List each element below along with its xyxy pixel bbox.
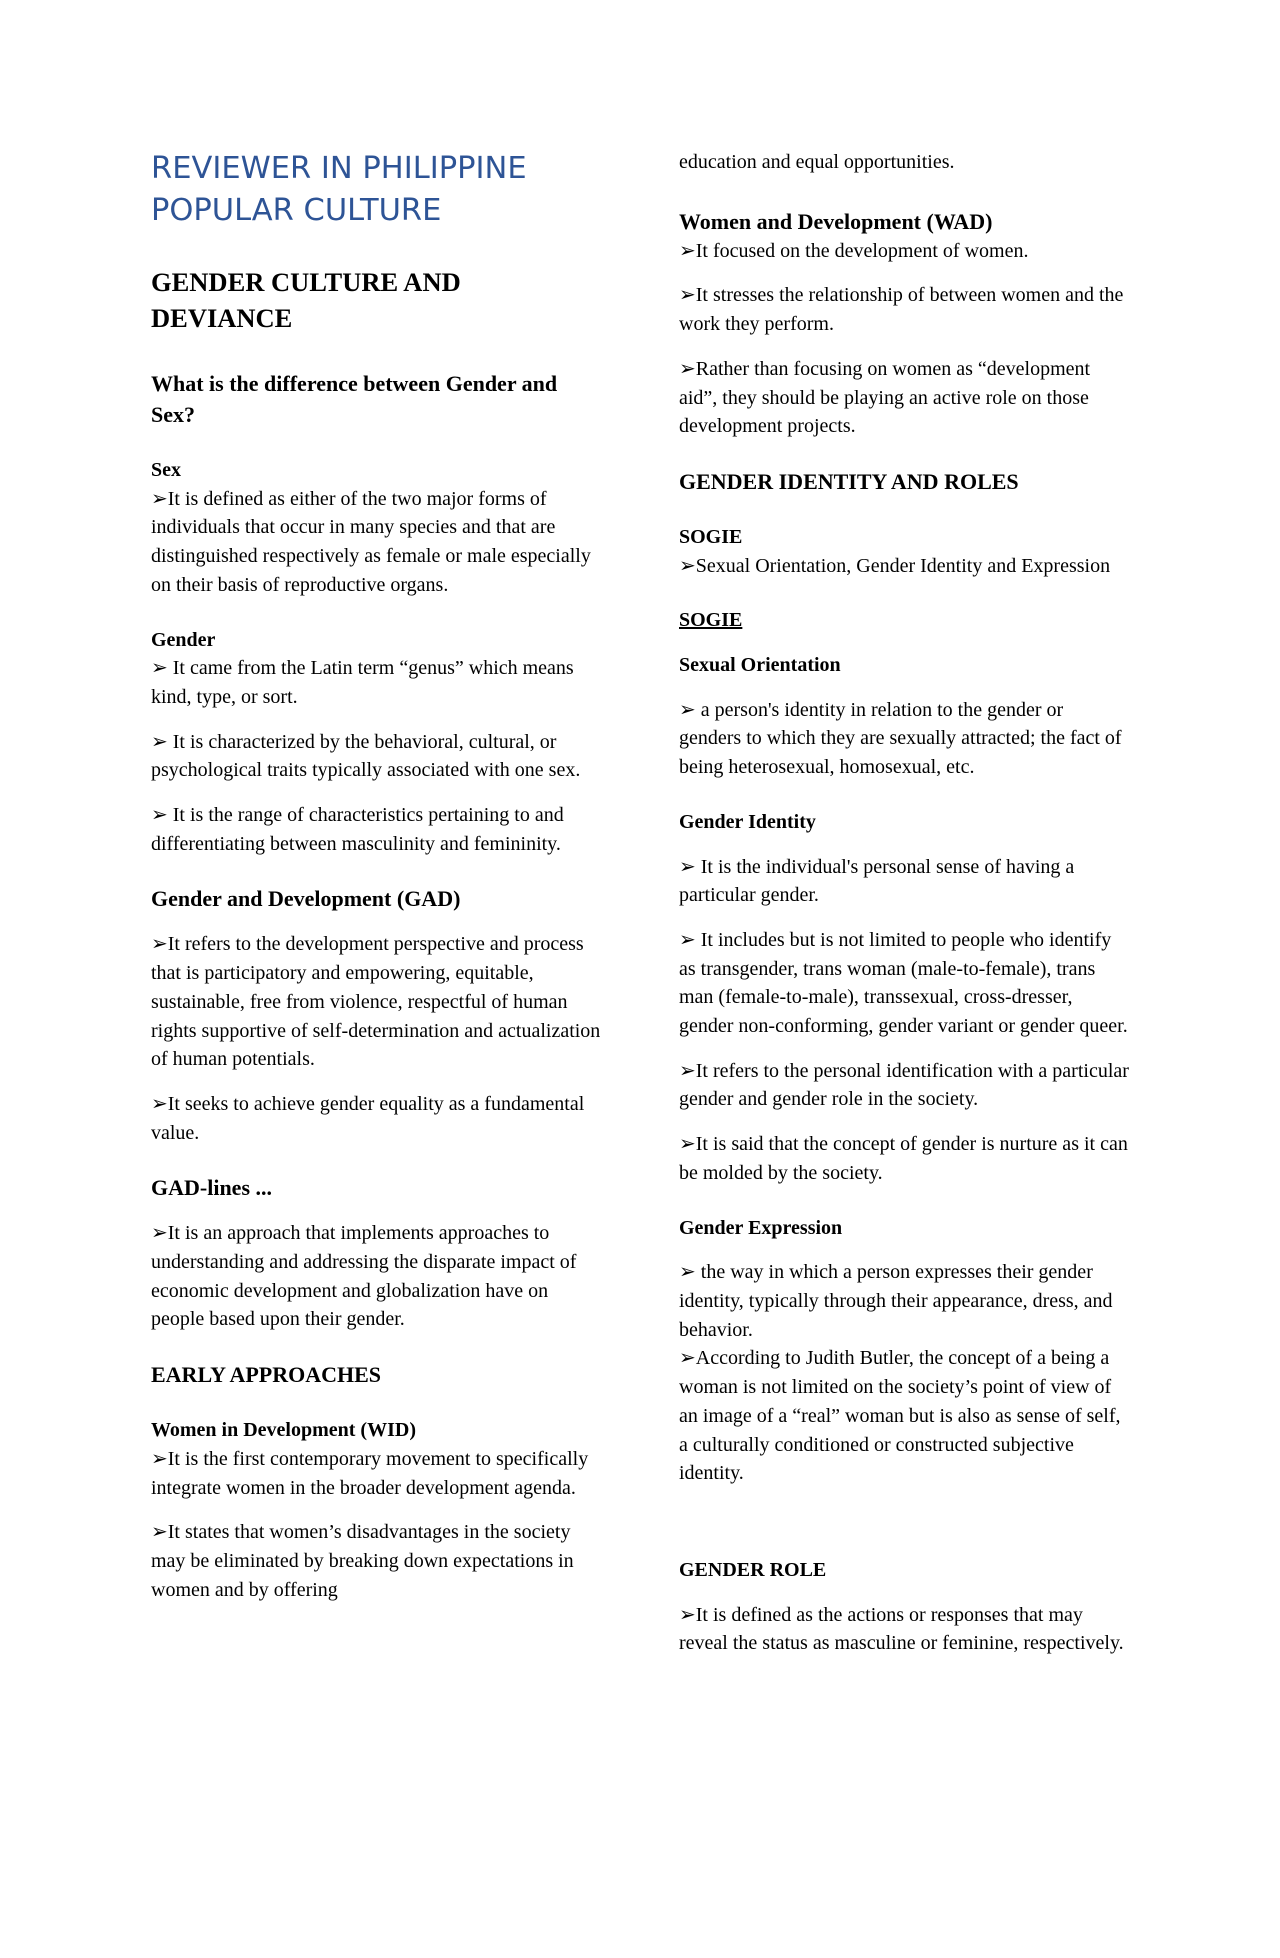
wid-paragraph-2: ➢It states that women’s disadvantages in the society may be eliminated by breaking down expectations in women and by offering [151,1521,574,1601]
heading-early-approaches: EARLY APPROACHES [151,1362,382,1388]
gender-identity-paragraph-4: ➢It is said that the concept of gender is nurture as it can be molded by the society. [679,1133,1128,1184]
heading-gad-lines: GAD-lines ... [151,1175,272,1201]
heading-gender-culture: GENDER CULTURE AND DEVIANCE [151,267,461,333]
heading-gad: Gender and Development (GAD) [151,886,461,912]
heading-wid: Women in Development (WID) [151,1419,416,1442]
wad-paragraph-2: ➢It stresses the relationship of between women and the work they perform. [679,284,1124,336]
wid-continuation: education and equal opportunities. [679,151,955,173]
spacer [679,1488,1129,1556]
gad-lines-paragraph-1: ➢It is an approach that implements approaches to understanding and addressing the disparate impact of economic development and globalization have on people based upon their gender. [151,1222,577,1331]
sex-paragraph-1: ➢It is defined as either of the two major forms of individuals that occur in many species and that are distinguished respectively as female or male especially on their basis of reproductive organs. [151,487,591,596]
heading-sex: Sex [151,459,181,481]
right-column [679,148,1129,1658]
heading-gender-identity-roles: GENDER IDENTITY AND ROLES [679,468,1019,494]
wad-paragraph-1: ➢It focused on the development of women. [679,239,1029,262]
gender-paragraph-3: ➢ It is the range of characteristics pertaining to and differentiating between masculinity and femininity. [151,804,564,855]
gender-role-paragraph-1: ➢It is defined as the actions or responses that may reveal the status as masculine or feminine, respectively. [679,1603,1124,1655]
gad-paragraph-2: ➢It seeks to achieve gender equality as a fundamental value. [151,1092,585,1144]
gender-expression-paragraph-1: ➢ the way in which a person expresses their gender identity, typically through their appearance, dress, and behavior. [679,1261,1113,1341]
wid-paragraph-1: ➢It is the first contemporary movement to specifically integrate women in the broader development agenda. [151,1447,589,1499]
gender-identity-paragraph-2: ➢ It includes but is not limited to people who identify as transgender, trans woman (male-to-female), trans man (female-to-male), transsexual, cross-dresser, gender non-conforming, gender variant or gender queer. [679,928,1128,1038]
heading-gender: Gender [151,628,216,651]
heading-sexual-orientation: Sexual Orientation [679,654,841,677]
heading-wad: Women and Development (WAD) [679,208,993,234]
gender-paragraph-2: ➢ It is characterized by the behavioral, cultural, or psychological traits typically associated with one sex. [151,730,581,782]
gender-paragraph-1: ➢ It came from the Latin term “genus” which means kind, type, or sort. [151,657,574,708]
gender-identity-paragraph-3: ➢It refers to the personal identification with a particular gender and gender role in the society. [679,1059,1129,1111]
left-column [151,148,601,1604]
heading-sogie: SOGIE [679,525,743,548]
gad-paragraph-1: ➢It refers to the development perspective and process that is participatory and empowering, equitable, sustainable, free from violence, respectful of human rights supportive of self-determination and actualization of human potentials. [151,933,601,1071]
heading-sogie-underlined: SOGIE [679,609,743,632]
gender-expression-paragraph-2: ➢According to Judith Butler, the concept of a being a woman is not limited on the society’s point of view of an image of a “real” woman but is also as sense of self, a culturally conditioned or constructed subjective identity. [679,1347,1121,1485]
heading-gender-role: GENDER ROLE [679,1558,827,1581]
heading-gender-expression: Gender Expression [679,1216,843,1239]
document-title: REVIEWER IN PHILIPPINE POPULAR CULTURE [151,151,527,228]
heading-gender-identity: Gender Identity [679,810,816,833]
gender-identity-paragraph-1: ➢ It is the individual's personal sense of having a particular gender. [679,855,1075,907]
sogie-paragraph-1: ➢Sexual Orientation, Gender Identity and Expression [679,554,1111,577]
question-difference: What is the difference between Gender and Sex? [151,371,558,427]
wad-paragraph-3: ➢Rather than focusing on women as “development aid”, they should be playing an active role on those development projects. [679,357,1091,438]
sexual-orientation-paragraph-1: ➢ a person's identity in relation to the gender or genders to which they are sexually attracted; the fact of being heterosexual, homosexual, etc. [679,698,1122,779]
